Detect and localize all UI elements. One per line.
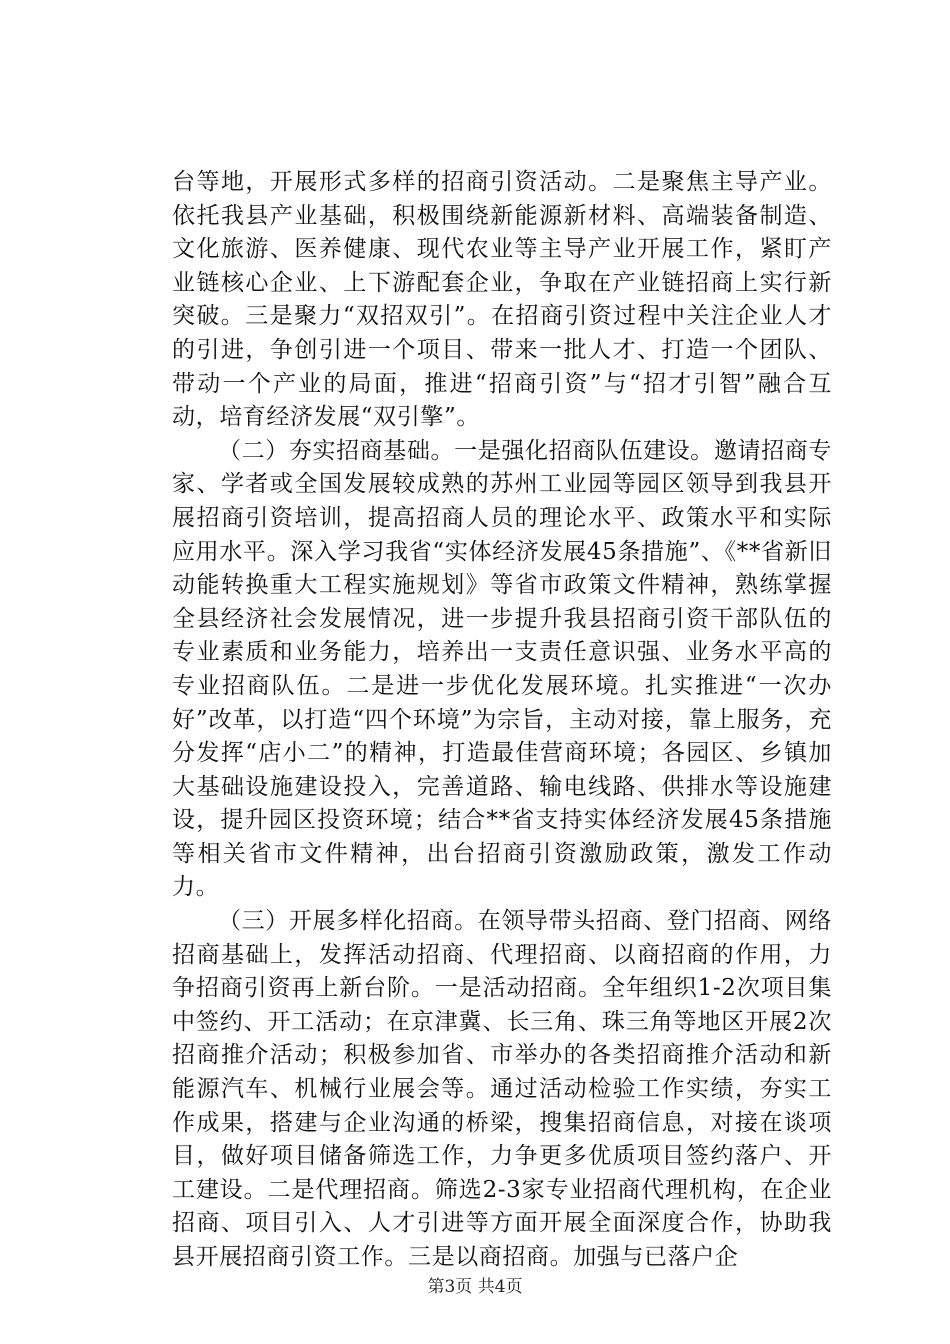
paragraph-3: （三）开展多样化招商。在领导带头招商、登门招商、网络招商基础上，发挥活动招商、代理招商、以商招商的作用，力争招商引资再上新台阶。一是活动招商。全年组织1-2次项目集中签约、开工活动；在京津冀、长三角、珠三角等地区开展2次招商推介活动；积极参加省、市举办的各类招商推介活动和新能源汽车、机械行业展会等。通过活动检验工作实绩，夯实工作成果，搭建与企业沟通的桥梁，搜集招商信息，对接在谈项目，做好项目储备筛选工作，力争更多优质项目签约落户、开工建设。二是代理招商。筛选2-3家专业招商代理机构，在企业招商、项目引入、人才引进等方面开展全面深度合作，协助我县开展招商引资工作。三是以商招商。加强与已落户企 (172, 908, 832, 1270)
paragraph-1: 台等地，开展形式多样的招商引资活动。二是聚焦主导产业。依托我县产业基础，积极围绕新能源新材料、高端装备制造、文化旅游、医养健康、现代农业等主导产业开展工作，紧盯产业链核心企业、上下游配套企业，争取在产业链招商上实行新突破。三是聚力“双招双引”。在招商引资过程中关注企业人才的引进，争创引进一个项目、带来一批人才、打造一个团队、带动一个产业的局面，推进“招商引资”与“招才引智”融合互动，培育经济发展“双引擎”。 (172, 169, 832, 431)
paragraph-2: （二）夯实招商基础。一是强化招商队伍建设。邀请招商专家、学者或全国发展较成熟的苏州工业园等园区领导到我县开展招商引资培训，提高招商人员的理论水平、政策水平和实际应用水平。深入学习我省“实体经济发展45条措施”、《**省新旧动能转换重大工程实施规划》等省市政策文件精神，熟练掌握全县经济社会发展情况，进一步提升我县招商引资干部队伍的专业素质和业务能力，培养出一支责任意识强、业务水平高的专业招商队伍。二是进一步优化发展环境。扎实推进“一次办好”改革，以打造“四个环境”为宗旨，主动对接，靠上服务，充分发挥“店小二”的精神，打造最佳营商环境；各园区、乡镇加大基础设施建设投入，完善道路、输电线路、供排水等设施建设，提升园区投资环境；结合**省支持实体经济发展45条措施等相关省市文件精神，出台招商引资激励政策，激发工作动力。 (172, 437, 832, 901)
page-footer: 第3页 共4页 (427, 1277, 523, 1297)
document-body (172, 166, 832, 1275)
